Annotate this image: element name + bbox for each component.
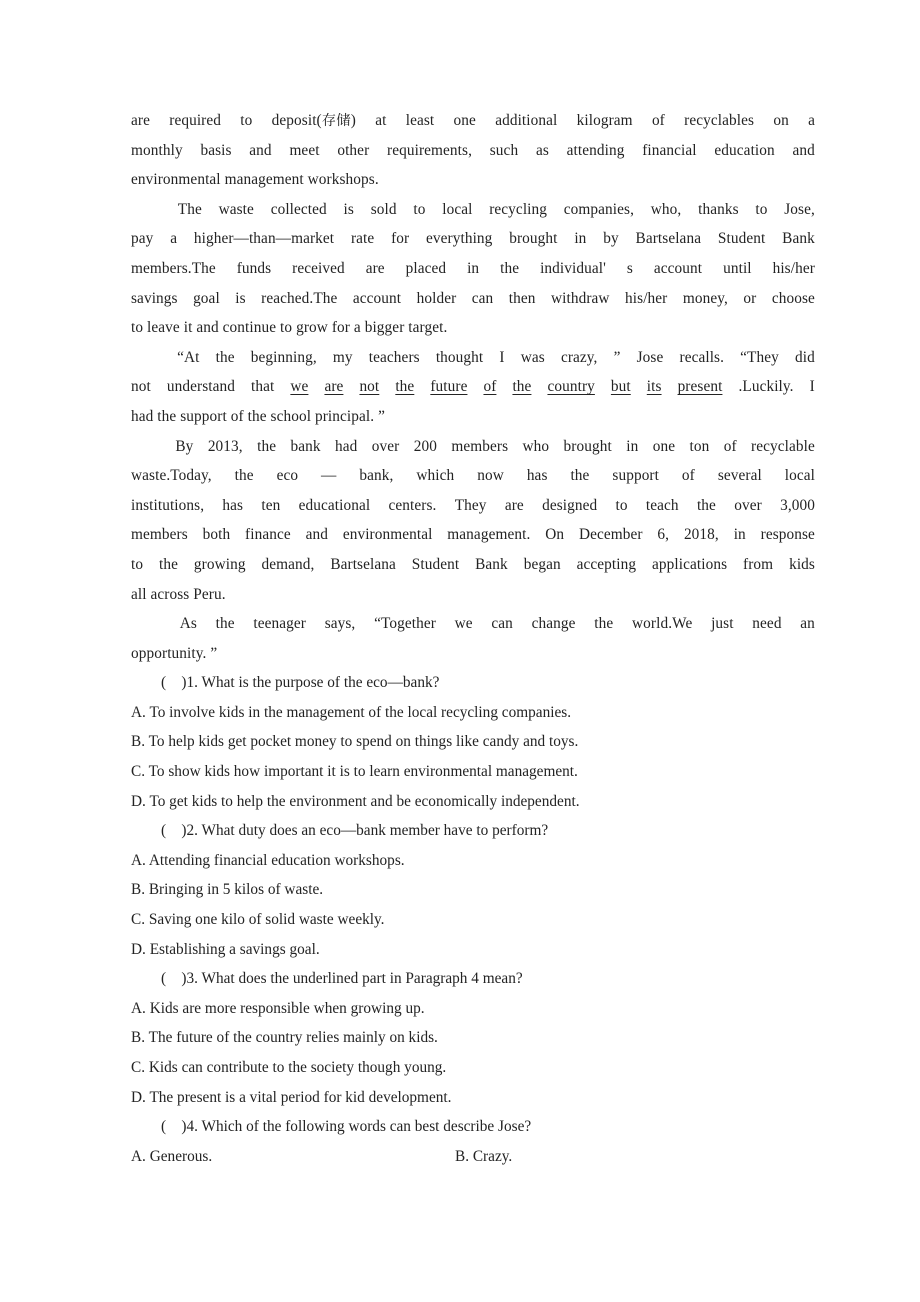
option-letter: A.	[131, 999, 146, 1017]
option-item[interactable]	[131, 875, 815, 905]
passage-paragraph	[131, 195, 815, 343]
paragraph-indent	[131, 609, 161, 639]
passage-line: opportunity. ”	[131, 644, 218, 662]
answer-bracket[interactable]: ( )	[161, 822, 187, 840]
underlined-word: but	[610, 378, 631, 396]
option-letter: A.	[131, 703, 146, 721]
option-text: Saving one kilo of solid waste weekly.	[148, 911, 385, 929]
passage-paragraph	[131, 343, 815, 432]
option-letter: D.	[131, 940, 146, 958]
question-stem[interactable]	[131, 1112, 815, 1142]
underlined-word: country	[547, 378, 595, 396]
question-stem[interactable]	[131, 668, 815, 698]
passage-line: savings goal is reached.The account holder can then withdraw his/her money, or choose	[131, 289, 815, 307]
passage-line: pay a higher—than—market rate for everything brought in by Bartselana Student Bank	[131, 230, 815, 248]
question-block	[131, 668, 815, 816]
question-text: What does the underlined part in Paragraph 4 mean?	[197, 970, 523, 988]
word: understand	[166, 378, 235, 396]
question-block	[131, 1112, 815, 1171]
option-text: Crazy.	[472, 1147, 513, 1165]
option-item[interactable]	[131, 1142, 455, 1172]
underlined-word: are	[324, 378, 344, 396]
underlined-word: of	[483, 378, 497, 396]
option-letter: B.	[131, 1029, 146, 1047]
option-text: Kids can contribute to the society though young.	[148, 1059, 447, 1076]
question-stem[interactable]	[131, 816, 815, 846]
option-letter: D.	[131, 1088, 146, 1106]
passage-paragraph	[131, 106, 815, 195]
option-text: The future of the country relies mainly on kids.	[148, 1029, 438, 1047]
passage-line: institutions, has ten educational centers. They are designed to teach the over 3,000	[131, 496, 815, 514]
word: not	[131, 378, 151, 396]
option-row	[131, 1142, 815, 1172]
option-item[interactable]	[131, 935, 815, 965]
paragraph-indent	[131, 432, 161, 462]
passage-line: environmental management workshops.	[131, 171, 379, 189]
option-letter: A.	[131, 851, 146, 869]
question-number: 2.	[186, 822, 198, 840]
underlined-word: its	[646, 378, 662, 396]
option-text: Generous.	[149, 1147, 213, 1165]
passage-line: are required to deposit(存储) at least one additional kilogram of recyclables on a	[131, 112, 815, 129]
option-text: Kids are more responsible when growing up.	[149, 999, 425, 1017]
option-letter: C.	[131, 911, 146, 929]
option-letter: B.	[131, 733, 146, 751]
option-item[interactable]	[131, 846, 815, 876]
option-letter: A.	[131, 1147, 146, 1165]
option-text: To involve kids in the management of the local recycling companies.	[149, 703, 572, 721]
underlined-word: present	[677, 378, 723, 396]
word: .Luckily.	[738, 378, 794, 396]
passage-line: had the support of the school principal. ”	[131, 407, 385, 425]
passage-line: By 2013, the bank had over 200 members who brought in one ton of recyclable	[131, 432, 815, 462]
option-item[interactable]	[131, 698, 815, 728]
passage-line: As the teenager says, “Together we can change the world.We just need an	[131, 609, 815, 639]
passage-paragraph	[131, 609, 815, 668]
passage-line: monthly basis and meet other requirements, such as attending financial education and	[131, 141, 815, 159]
underlined-word: not	[359, 378, 380, 396]
passage-line: “At the beginning, my teachers thought I was crazy, ” Jose recalls. “They did	[131, 343, 815, 373]
paragraph-indent	[131, 195, 161, 225]
paragraph-indent	[131, 343, 161, 373]
option-item[interactable]	[131, 757, 815, 787]
answer-bracket[interactable]: ( )	[161, 970, 187, 988]
question-number: 4.	[186, 1118, 198, 1136]
option-item[interactable]	[455, 1148, 512, 1165]
option-text: To show kids how important it is to learn environmental management.	[148, 763, 578, 781]
option-item[interactable]	[131, 994, 815, 1024]
passage-line: all across Peru.	[131, 585, 226, 603]
question-text: Which of the following words can best describe Jose?	[197, 1118, 532, 1136]
question-block	[131, 964, 815, 1112]
option-item[interactable]	[131, 1053, 815, 1083]
question-stem[interactable]	[131, 964, 815, 994]
word: I	[809, 378, 815, 396]
answer-bracket[interactable]: ( )	[161, 1118, 187, 1136]
option-letter: B.	[455, 1147, 470, 1165]
option-item[interactable]	[131, 905, 815, 935]
underlined-word: we	[290, 378, 309, 396]
option-letter: C.	[131, 1059, 146, 1076]
word: that	[251, 378, 275, 396]
option-text: Attending financial education workshops.	[148, 851, 405, 869]
passage-line: to leave it and continue to grow for a bigger target.	[131, 319, 448, 337]
option-letter: B.	[131, 881, 146, 899]
question-block	[131, 816, 815, 964]
option-text: To help kids get pocket money to spend on things like candy and toys.	[148, 733, 579, 751]
option-text: Establishing a savings goal.	[149, 940, 320, 958]
passage-line	[131, 372, 815, 402]
question-text: What is the purpose of the eco—bank?	[197, 674, 440, 692]
passage-line: The waste collected is sold to local recycling companies, who, thanks to Jose,	[131, 195, 815, 225]
option-text: To get kids to help the environment and be economically independent.	[149, 792, 580, 810]
option-item[interactable]	[131, 1083, 815, 1113]
answer-bracket[interactable]: ( )	[161, 674, 187, 692]
question-text: What duty does an eco—bank member have to perform?	[197, 822, 549, 840]
underlined-word: the	[395, 378, 415, 396]
option-item[interactable]	[131, 727, 815, 757]
passage-line: waste.Today, the eco — bank, which now has the support of several local	[131, 467, 815, 485]
passage-line: members both finance and environmental management. On December 6, 2018, in response	[131, 526, 815, 544]
question-number: 1.	[186, 674, 198, 692]
option-letter: D.	[131, 792, 146, 810]
option-letter: C.	[131, 763, 146, 781]
option-text: Bringing in 5 kilos of waste.	[148, 881, 324, 899]
underlined-word: the	[512, 378, 532, 396]
underlined-word: future	[430, 378, 468, 396]
document-content	[131, 106, 815, 1171]
option-item[interactable]	[131, 1023, 815, 1053]
option-item[interactable]	[131, 787, 815, 817]
question-number: 3.	[186, 970, 198, 988]
passage-paragraph	[131, 432, 815, 610]
passage-line: members.The funds received are placed in the individual' s account until his/her	[131, 259, 815, 277]
option-text: The present is a vital period for kid development.	[149, 1088, 452, 1106]
passage-line: to the growing demand, Bartselana Student Bank began accepting applications from kids	[131, 555, 815, 573]
